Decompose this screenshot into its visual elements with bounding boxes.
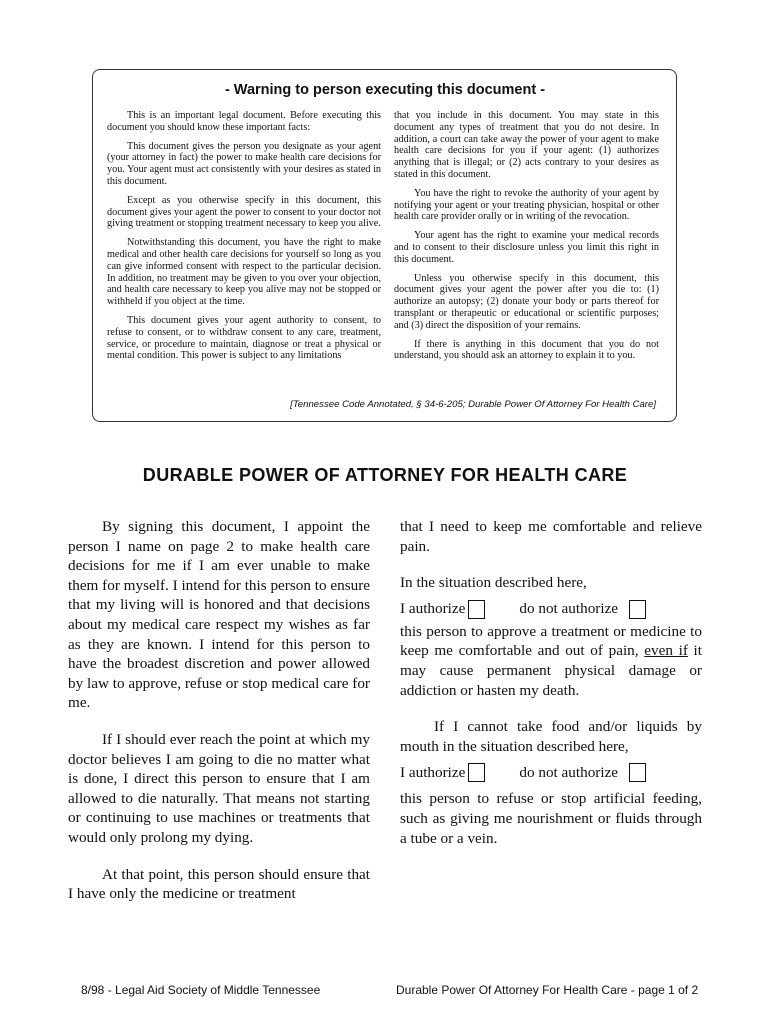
document-title: DURABLE POWER OF ATTORNEY FOR HEALTH CARE [142, 465, 628, 485]
not-authorize-checkbox[interactable] [629, 600, 646, 619]
body-paragraph: If I should ever reach the point at which my doctor believes I am going to die no matter what is done, I direct this person to ensure that I am allowed to die naturally. That means not starting or continuing to use machines or treatments that would only prolong my dying. [68, 730, 370, 846]
warning-paragraph: that you include in this document. You may state in this document any types of treatment that you do not desire. In addition, a court can take away the power of your agent to make health care decisions for you if your agent: (1) authorizes anything that is illegal; or (2) acts contrary to your desires as stated in this document. [394, 110, 659, 180]
comfort-care-text-part: it may cause permanent physical damage or addiction or hasten my death. [400, 642, 702, 699]
body-paragraph: that I need to keep me comfortable and relieve pain. [400, 518, 702, 555]
even-if-underlined: even if [644, 642, 688, 660]
warning-paragraph: This is an important legal document. Before executing this document you should know these important facts: [107, 110, 381, 133]
warning-paragraph: This document gives the person you designate as your agent (your attorney in fact) the power to make health care decisions for you. Your agent must act consistently with your desires as stated in this document. [107, 140, 381, 187]
warning-paragraph: Notwithstanding this document, you have the right to make medical and other health care decisions for yourself so long as you can give informed consent with respect to the particular decision. In addition, no treatment may be given to you over your objection, and health care necessary to keep you alive may not be stopped or withheld if you object at the time. [107, 237, 381, 308]
not-authorize-label: do not authorize [519, 764, 619, 782]
body-left-column [68, 517, 370, 921]
authorize-checkbox[interactable] [468, 763, 485, 782]
artificial-feeding-choice [400, 760, 702, 785]
warning-title: - Warning to person executing this document - [224, 82, 546, 98]
comfort-care-choice [400, 597, 702, 622]
authorize-label: I authorize [400, 764, 466, 782]
warning-right-column [394, 110, 659, 369]
comfort-care-text-part: this person to approve a treatment or medicine to keep me comfortable and out of pain, [400, 622, 702, 660]
artificial-feeding-text: this person to refuse or stop artificial feeding, such as giving me nourishment or fluids through a tube or a vein. [400, 790, 702, 847]
warning-paragraph: Your agent has the right to examine your medical records and to consent to their disclosure unless you limit this right in this document. [394, 230, 659, 265]
footer-page-info: Durable Power Of Attorney For Health Care - page 1 of 2 [396, 983, 699, 997]
not-authorize-label: do not authorize [519, 600, 619, 618]
situation-intro: In the situation described here, [400, 574, 587, 592]
authorize-checkbox[interactable] [468, 600, 485, 619]
warning-paragraph: Unless you otherwise specify in this document, this document gives your agent the power after you die to: (1) authorize an autopsy; (2) donate your body or parts thereof for transplant or therapeutic or educational or scientific purposes; and (3) direct the disposition of your remains. [394, 272, 659, 331]
food-liquids-paragraph: If I cannot take food and/or liquids by mouth in the situation described here, [400, 718, 702, 755]
warning-paragraph: This document gives your agent authority to consent, to refuse to consent, or to withdraw consent to any care, treatment, service, or procedure to maintain, diagnose or treat a physical or mental condition. This power is subject to any limitations [107, 314, 381, 362]
warning-paragraph: If there is anything in this document that you do not understand, you should ask an attorney to explain it to you. [394, 338, 659, 362]
statute-citation: [Tennessee Code Annotated, § 34-6-205; Durable Power Of Attorney For Health Care] [290, 399, 656, 410]
warning-paragraph: You have the right to revoke the authority of your agent by notifying your agent or your treating physician, hospital or other health care provider orally or in writing of the revocation. [394, 187, 659, 223]
body-right-column [400, 517, 702, 848]
authorize-label: I authorize [400, 600, 466, 618]
body-paragraph: At that point, this person should ensure that I have only the medicine or treatment [68, 865, 370, 903]
not-authorize-checkbox[interactable] [629, 763, 646, 782]
warning-paragraph: Except as you otherwise specify in this document, this document gives your agent the power to consent to your doctor not giving treatment or stopping treatment necessary to keep you alive. [107, 194, 381, 230]
comfort-care-text [400, 622, 702, 700]
warning-left-column [107, 110, 381, 369]
footer-left: 8/98 - Legal Aid Society of Middle Tennessee [81, 983, 321, 997]
body-paragraph: By signing this document, I appoint the person I name on page 2 to make health care decisions for me if I am ever unable to make them for myself. I intend for this person to ensure that my living will is honored and that decisions about my medical care respect my wishes as far as they are known. I intend for this person to have the broadest discretion and power allowed by law to approve, refuse or stop medical care for me. [68, 518, 370, 712]
